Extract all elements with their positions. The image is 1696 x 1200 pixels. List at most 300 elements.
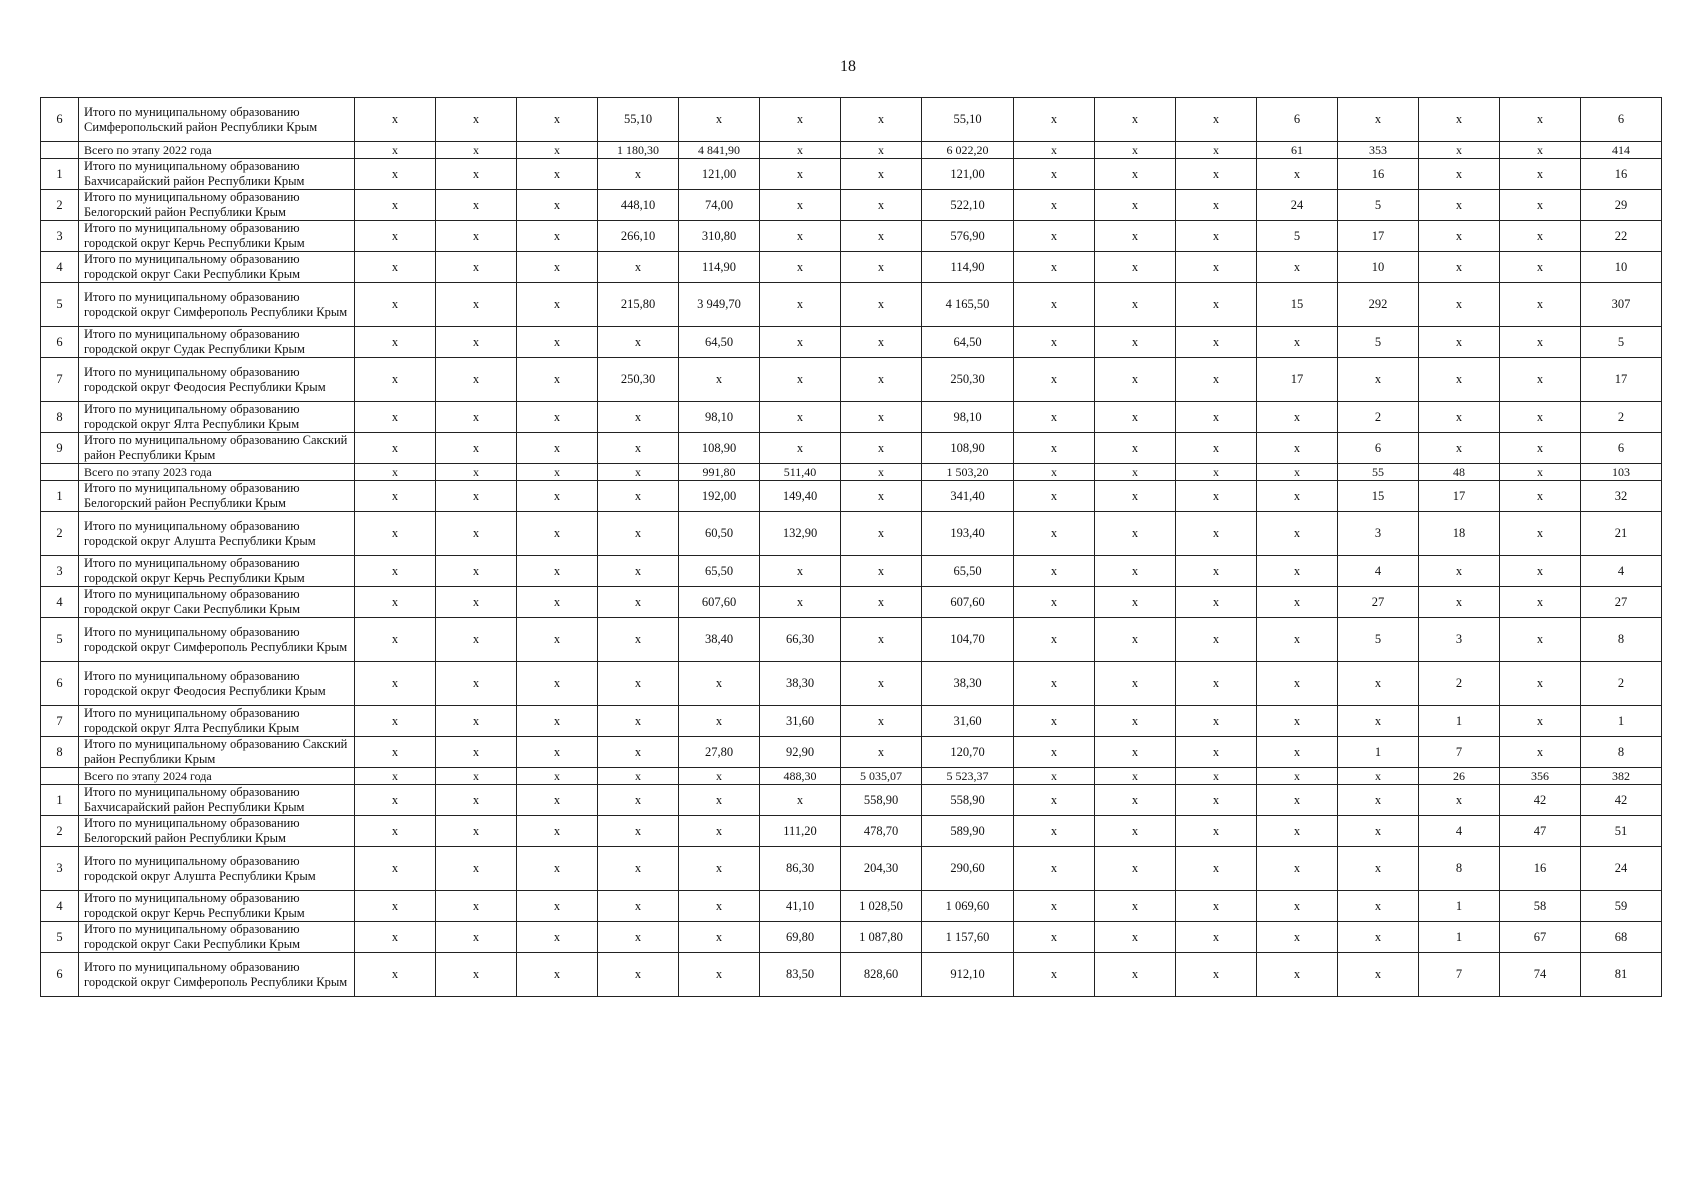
cell-col-5: x xyxy=(679,847,760,891)
cell-col-8: 65,50 xyxy=(922,556,1014,587)
cell-col-7: 1 028,50 xyxy=(841,891,922,922)
cell-col-10: x xyxy=(1095,464,1176,481)
cell-col-15: x xyxy=(1500,737,1581,768)
cell-col-14: 7 xyxy=(1419,953,1500,997)
cell-col-13: x xyxy=(1338,816,1419,847)
table-row xyxy=(41,618,1662,662)
cell-col-6: x xyxy=(760,159,841,190)
cell-col-5: 607,60 xyxy=(679,587,760,618)
cell-col-4: x xyxy=(598,816,679,847)
table-row xyxy=(41,816,1662,847)
cell-col-3: x xyxy=(517,618,598,662)
cell-col-8: 55,10 xyxy=(922,98,1014,142)
cell-col-6: x xyxy=(760,402,841,433)
cell-col-14: x xyxy=(1419,142,1500,159)
cell-col-4: x xyxy=(598,402,679,433)
cell-col-13: 1 xyxy=(1338,737,1419,768)
cell-col-11: x xyxy=(1176,358,1257,402)
cell-col-2: x xyxy=(436,785,517,816)
cell-col-11: x xyxy=(1176,953,1257,997)
cell-col-5: x xyxy=(679,922,760,953)
cell-col-6: 41,10 xyxy=(760,891,841,922)
cell-col-16: 22 xyxy=(1581,221,1662,252)
cell-col-6: 66,30 xyxy=(760,618,841,662)
cell-col-2: x xyxy=(436,618,517,662)
cell-col-10: x xyxy=(1095,142,1176,159)
row-name: Всего по этапу 2024 года xyxy=(79,768,355,785)
cell-col-2: x xyxy=(436,587,517,618)
cell-col-12: x xyxy=(1257,556,1338,587)
cell-col-6: x xyxy=(760,98,841,142)
cell-col-16: 27 xyxy=(1581,587,1662,618)
cell-col-8: 589,90 xyxy=(922,816,1014,847)
cell-col-3: x xyxy=(517,358,598,402)
cell-col-9: x xyxy=(1014,433,1095,464)
cell-col-7: x xyxy=(841,327,922,358)
cell-col-13: x xyxy=(1338,891,1419,922)
cell-col-4: 55,10 xyxy=(598,98,679,142)
cell-col-12: x xyxy=(1257,464,1338,481)
cell-col-10: x xyxy=(1095,481,1176,512)
cell-col-6: x xyxy=(760,190,841,221)
cell-col-7: 1 087,80 xyxy=(841,922,922,953)
cell-col-13: 5 xyxy=(1338,618,1419,662)
cell-col-6: 86,30 xyxy=(760,847,841,891)
cell-col-10: x xyxy=(1095,953,1176,997)
cell-col-16: 16 xyxy=(1581,159,1662,190)
cell-col-9: x xyxy=(1014,190,1095,221)
page-number: 18 xyxy=(840,58,856,75)
row-name: Итого по муниципальному образованию городской округ Ялта Республики Крым xyxy=(79,706,355,737)
cell-col-11: x xyxy=(1176,618,1257,662)
cell-col-13: x xyxy=(1338,847,1419,891)
cell-col-14: 1 xyxy=(1419,922,1500,953)
cell-col-8: 250,30 xyxy=(922,358,1014,402)
cell-col-11: x xyxy=(1176,481,1257,512)
row-number: 5 xyxy=(41,283,79,327)
cell-col-10: x xyxy=(1095,922,1176,953)
cell-col-2: x xyxy=(436,159,517,190)
cell-col-7: x xyxy=(841,98,922,142)
cell-col-6: 111,20 xyxy=(760,816,841,847)
row-number: 8 xyxy=(41,737,79,768)
cell-col-6: x xyxy=(760,433,841,464)
cell-col-1: x xyxy=(355,816,436,847)
cell-col-11: x xyxy=(1176,706,1257,737)
cell-col-11: x xyxy=(1176,512,1257,556)
cell-col-2: x xyxy=(436,891,517,922)
cell-col-5: 991,80 xyxy=(679,464,760,481)
cell-col-14: 7 xyxy=(1419,737,1500,768)
cell-col-2: x xyxy=(436,768,517,785)
row-number xyxy=(41,142,79,159)
table-row xyxy=(41,953,1662,997)
cell-col-1: x xyxy=(355,433,436,464)
cell-col-9: x xyxy=(1014,816,1095,847)
cell-col-16: 68 xyxy=(1581,922,1662,953)
table-row xyxy=(41,358,1662,402)
cell-col-4: x xyxy=(598,618,679,662)
cell-col-2: x xyxy=(436,922,517,953)
table-body xyxy=(41,98,1662,997)
cell-col-3: x xyxy=(517,481,598,512)
table-row xyxy=(41,706,1662,737)
cell-col-7: 204,30 xyxy=(841,847,922,891)
cell-col-4: x xyxy=(598,847,679,891)
row-name: Итого по муниципальному образованию городской округ Феодосия Республики Крым xyxy=(79,358,355,402)
cell-col-8: 290,60 xyxy=(922,847,1014,891)
cell-col-6: x xyxy=(760,283,841,327)
cell-col-2: x xyxy=(436,327,517,358)
cell-col-9: x xyxy=(1014,327,1095,358)
cell-col-4: 448,10 xyxy=(598,190,679,221)
cell-col-10: x xyxy=(1095,737,1176,768)
cell-col-1: x xyxy=(355,618,436,662)
cell-col-1: x xyxy=(355,891,436,922)
cell-col-7: 558,90 xyxy=(841,785,922,816)
cell-col-11: x xyxy=(1176,556,1257,587)
cell-col-3: x xyxy=(517,737,598,768)
row-number xyxy=(41,464,79,481)
row-name: Итого по муниципальному образованию Белогорский район Республики Крым xyxy=(79,816,355,847)
cell-col-10: x xyxy=(1095,358,1176,402)
cell-col-5: 310,80 xyxy=(679,221,760,252)
cell-col-2: x xyxy=(436,190,517,221)
cell-col-16: 17 xyxy=(1581,358,1662,402)
cell-col-11: x xyxy=(1176,142,1257,159)
cell-col-9: x xyxy=(1014,142,1095,159)
cell-col-12: x xyxy=(1257,768,1338,785)
cell-col-7: x xyxy=(841,142,922,159)
cell-col-11: x xyxy=(1176,816,1257,847)
cell-col-16: 414 xyxy=(1581,142,1662,159)
cell-col-15: x xyxy=(1500,142,1581,159)
cell-col-15: x xyxy=(1500,402,1581,433)
cell-col-11: x xyxy=(1176,785,1257,816)
cell-col-13: 5 xyxy=(1338,327,1419,358)
cell-col-13: 292 xyxy=(1338,283,1419,327)
cell-col-9: x xyxy=(1014,481,1095,512)
cell-col-13: 16 xyxy=(1338,159,1419,190)
cell-col-15: x xyxy=(1500,190,1581,221)
cell-col-7: x xyxy=(841,252,922,283)
cell-col-16: 5 xyxy=(1581,327,1662,358)
cell-col-13: x xyxy=(1338,662,1419,706)
data-table xyxy=(40,97,1662,997)
cell-col-14: 3 xyxy=(1419,618,1500,662)
cell-col-7: x xyxy=(841,587,922,618)
cell-col-2: x xyxy=(436,737,517,768)
cell-col-3: x xyxy=(517,816,598,847)
cell-col-12: x xyxy=(1257,922,1338,953)
cell-col-13: 2 xyxy=(1338,402,1419,433)
cell-col-8: 912,10 xyxy=(922,953,1014,997)
cell-col-2: x xyxy=(436,402,517,433)
cell-col-9: x xyxy=(1014,768,1095,785)
cell-col-3: x xyxy=(517,785,598,816)
cell-col-6: 31,60 xyxy=(760,706,841,737)
cell-col-5: x xyxy=(679,98,760,142)
cell-col-2: x xyxy=(436,556,517,587)
cell-col-8: 31,60 xyxy=(922,706,1014,737)
cell-col-1: x xyxy=(355,512,436,556)
row-number: 6 xyxy=(41,662,79,706)
cell-col-2: x xyxy=(436,433,517,464)
cell-col-1: x xyxy=(355,706,436,737)
cell-col-13: x xyxy=(1338,358,1419,402)
cell-col-6: 132,90 xyxy=(760,512,841,556)
cell-col-10: x xyxy=(1095,785,1176,816)
row-number: 1 xyxy=(41,785,79,816)
cell-col-2: x xyxy=(436,98,517,142)
cell-col-9: x xyxy=(1014,512,1095,556)
row-number: 4 xyxy=(41,891,79,922)
cell-col-9: x xyxy=(1014,737,1095,768)
cell-col-16: 24 xyxy=(1581,847,1662,891)
row-number: 9 xyxy=(41,433,79,464)
cell-col-6: 92,90 xyxy=(760,737,841,768)
cell-col-12: x xyxy=(1257,618,1338,662)
row-number: 3 xyxy=(41,556,79,587)
cell-col-3: x xyxy=(517,768,598,785)
table-row xyxy=(41,283,1662,327)
row-name: Итого по муниципальному образованию Симферопольский район Республики Крым xyxy=(79,98,355,142)
row-name: Итого по муниципальному образованию городской округ Саки Республики Крым xyxy=(79,922,355,953)
cell-col-3: x xyxy=(517,98,598,142)
cell-col-13: 353 xyxy=(1338,142,1419,159)
cell-col-7: x xyxy=(841,512,922,556)
cell-col-16: 4 xyxy=(1581,556,1662,587)
table-row xyxy=(41,847,1662,891)
cell-col-3: x xyxy=(517,221,598,252)
cell-col-3: x xyxy=(517,706,598,737)
cell-col-4: x xyxy=(598,587,679,618)
row-name: Итого по муниципальному образованию Сакский район Республики Крым xyxy=(79,737,355,768)
cell-col-4: x xyxy=(598,922,679,953)
table-row xyxy=(41,159,1662,190)
cell-col-3: x xyxy=(517,433,598,464)
cell-col-12: x xyxy=(1257,891,1338,922)
cell-col-6: x xyxy=(760,587,841,618)
cell-col-16: 6 xyxy=(1581,98,1662,142)
cell-col-10: x xyxy=(1095,618,1176,662)
cell-col-14: x xyxy=(1419,159,1500,190)
table-row xyxy=(41,252,1662,283)
cell-col-14: x xyxy=(1419,587,1500,618)
cell-col-15: x xyxy=(1500,252,1581,283)
cell-col-16: 2 xyxy=(1581,662,1662,706)
cell-col-1: x xyxy=(355,221,436,252)
cell-col-9: x xyxy=(1014,891,1095,922)
cell-col-4: x xyxy=(598,327,679,358)
row-number: 1 xyxy=(41,159,79,190)
cell-col-8: 98,10 xyxy=(922,402,1014,433)
cell-col-11: x xyxy=(1176,737,1257,768)
cell-col-1: x xyxy=(355,327,436,358)
cell-col-14: x xyxy=(1419,283,1500,327)
cell-col-8: 607,60 xyxy=(922,587,1014,618)
cell-col-13: 10 xyxy=(1338,252,1419,283)
cell-col-6: x xyxy=(760,142,841,159)
cell-col-16: 10 xyxy=(1581,252,1662,283)
cell-col-6: x xyxy=(760,252,841,283)
cell-col-11: x xyxy=(1176,98,1257,142)
cell-col-16: 103 xyxy=(1581,464,1662,481)
row-number: 4 xyxy=(41,587,79,618)
cell-col-10: x xyxy=(1095,221,1176,252)
cell-col-15: 356 xyxy=(1500,768,1581,785)
cell-col-8: 558,90 xyxy=(922,785,1014,816)
cell-col-15: x xyxy=(1500,481,1581,512)
cell-col-10: x xyxy=(1095,662,1176,706)
row-number xyxy=(41,768,79,785)
cell-col-4: x xyxy=(598,433,679,464)
row-number: 4 xyxy=(41,252,79,283)
cell-col-7: x xyxy=(841,358,922,402)
cell-col-14: 1 xyxy=(1419,891,1500,922)
cell-col-4: x xyxy=(598,481,679,512)
cell-col-13: x xyxy=(1338,922,1419,953)
cell-col-2: x xyxy=(436,252,517,283)
table-row xyxy=(41,587,1662,618)
cell-col-8: 4 165,50 xyxy=(922,283,1014,327)
cell-col-1: x xyxy=(355,847,436,891)
cell-col-4: x xyxy=(598,159,679,190)
cell-col-1: x xyxy=(355,481,436,512)
cell-col-4: x xyxy=(598,512,679,556)
cell-col-9: x xyxy=(1014,159,1095,190)
cell-col-2: x xyxy=(436,221,517,252)
cell-col-8: 1 157,60 xyxy=(922,922,1014,953)
cell-col-16: 8 xyxy=(1581,737,1662,768)
cell-col-5: x xyxy=(679,816,760,847)
cell-col-7: x xyxy=(841,159,922,190)
cell-col-11: x xyxy=(1176,922,1257,953)
table-row xyxy=(41,512,1662,556)
cell-col-8: 5 523,37 xyxy=(922,768,1014,785)
cell-col-11: x xyxy=(1176,662,1257,706)
cell-col-6: 149,40 xyxy=(760,481,841,512)
cell-col-13: 15 xyxy=(1338,481,1419,512)
row-number: 2 xyxy=(41,512,79,556)
row-name: Всего по этапу 2022 года xyxy=(79,142,355,159)
cell-col-5: x xyxy=(679,953,760,997)
cell-col-3: x xyxy=(517,587,598,618)
cell-col-3: x xyxy=(517,327,598,358)
cell-col-15: 74 xyxy=(1500,953,1581,997)
cell-col-12: 5 xyxy=(1257,221,1338,252)
cell-col-3: x xyxy=(517,252,598,283)
row-name: Итого по муниципальному образованию городской округ Феодосия Республики Крым xyxy=(79,662,355,706)
cell-col-2: x xyxy=(436,953,517,997)
cell-col-14: 18 xyxy=(1419,512,1500,556)
cell-col-14: x xyxy=(1419,252,1500,283)
cell-col-3: x xyxy=(517,283,598,327)
row-name: Итого по муниципальному образованию городской округ Керчь Республики Крым xyxy=(79,556,355,587)
cell-col-15: x xyxy=(1500,221,1581,252)
cell-col-1: x xyxy=(355,283,436,327)
cell-col-14: 8 xyxy=(1419,847,1500,891)
cell-col-15: x xyxy=(1500,283,1581,327)
row-name: Итого по муниципальному образованию городской округ Симферополь Республики Крым xyxy=(79,283,355,327)
cell-col-8: 38,30 xyxy=(922,662,1014,706)
row-number: 3 xyxy=(41,847,79,891)
cell-col-5: x xyxy=(679,358,760,402)
cell-col-11: x xyxy=(1176,891,1257,922)
row-name: Итого по муниципальному образованию городской округ Алушта Республики Крым xyxy=(79,512,355,556)
cell-col-10: x xyxy=(1095,768,1176,785)
cell-col-9: x xyxy=(1014,402,1095,433)
cell-col-4: x xyxy=(598,785,679,816)
cell-col-15: 67 xyxy=(1500,922,1581,953)
cell-col-13: 27 xyxy=(1338,587,1419,618)
cell-col-13: 6 xyxy=(1338,433,1419,464)
cell-col-3: x xyxy=(517,922,598,953)
cell-col-3: x xyxy=(517,953,598,997)
cell-col-9: x xyxy=(1014,98,1095,142)
cell-col-15: 16 xyxy=(1500,847,1581,891)
cell-col-12: x xyxy=(1257,662,1338,706)
cell-col-11: x xyxy=(1176,252,1257,283)
cell-col-3: x xyxy=(517,190,598,221)
cell-col-3: x xyxy=(517,464,598,481)
cell-col-4: 250,30 xyxy=(598,358,679,402)
table-total-row xyxy=(41,768,1662,785)
cell-col-5: x xyxy=(679,768,760,785)
cell-col-8: 193,40 xyxy=(922,512,1014,556)
cell-col-1: x xyxy=(355,252,436,283)
row-name: Итого по муниципальному образованию городской округ Саки Республики Крым xyxy=(79,587,355,618)
cell-col-7: 828,60 xyxy=(841,953,922,997)
cell-col-10: x xyxy=(1095,816,1176,847)
cell-col-9: x xyxy=(1014,662,1095,706)
cell-col-7: 478,70 xyxy=(841,816,922,847)
cell-col-5: x xyxy=(679,785,760,816)
cell-col-5: 65,50 xyxy=(679,556,760,587)
cell-col-1: x xyxy=(355,737,436,768)
cell-col-14: x xyxy=(1419,358,1500,402)
cell-col-1: x xyxy=(355,785,436,816)
cell-col-9: x xyxy=(1014,283,1095,327)
cell-col-5: x xyxy=(679,891,760,922)
cell-col-8: 108,90 xyxy=(922,433,1014,464)
cell-col-9: x xyxy=(1014,847,1095,891)
cell-col-5: 114,90 xyxy=(679,252,760,283)
cell-col-9: x xyxy=(1014,785,1095,816)
cell-col-11: x xyxy=(1176,190,1257,221)
cell-col-14: x xyxy=(1419,98,1500,142)
row-number: 1 xyxy=(41,481,79,512)
cell-col-10: x xyxy=(1095,587,1176,618)
cell-col-15: 42 xyxy=(1500,785,1581,816)
cell-col-9: x xyxy=(1014,922,1095,953)
table-total-row xyxy=(41,142,1662,159)
cell-col-12: x xyxy=(1257,481,1338,512)
cell-col-11: x xyxy=(1176,327,1257,358)
cell-col-5: 4 841,90 xyxy=(679,142,760,159)
row-number: 6 xyxy=(41,98,79,142)
cell-col-2: x xyxy=(436,512,517,556)
cell-col-15: x xyxy=(1500,618,1581,662)
cell-col-10: x xyxy=(1095,159,1176,190)
cell-col-7: 5 035,07 xyxy=(841,768,922,785)
cell-col-12: x xyxy=(1257,402,1338,433)
cell-col-14: x xyxy=(1419,327,1500,358)
cell-col-16: 42 xyxy=(1581,785,1662,816)
cell-col-9: x xyxy=(1014,556,1095,587)
cell-col-13: x xyxy=(1338,785,1419,816)
cell-col-8: 121,00 xyxy=(922,159,1014,190)
